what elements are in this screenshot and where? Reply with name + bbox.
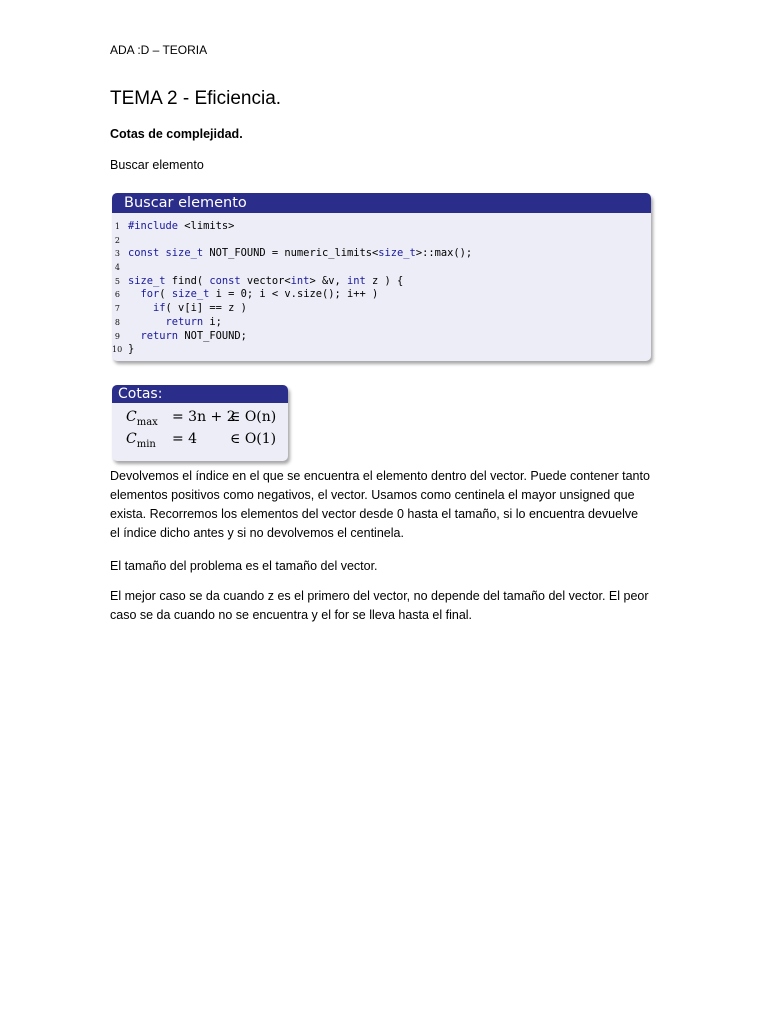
code-line (112, 316, 651, 330)
line-number: 4 (114, 263, 120, 273)
code-line (112, 220, 651, 234)
code-line (112, 234, 651, 248)
code-line (112, 247, 651, 261)
code-block-title: Buscar elemento (112, 193, 651, 213)
code-line (112, 343, 651, 357)
paragraph-description: Devolvemos el índice en el que se encuentra el elemento dentro del vector. Puede contener tanto elementos positivos como negativos, el vector. Usamos como centinela el mayor unsigned que exista. Recorremos los elementos del vector desde 0 hasta el tamaño, si lo encuentra devuelve el índice dicho antes y si no devolvemos el centinela. (110, 469, 650, 540)
code-listing (112, 213, 651, 357)
line-number: 3 (114, 249, 120, 259)
code-text: for( size_t i = 0; i < v.size(); i++ ) (140, 288, 379, 301)
code-line (112, 261, 651, 275)
line-number: 8 (114, 317, 120, 327)
cotas-formulas (112, 403, 288, 453)
code-text: const size_t NOT_FOUND = numeric_limits<size_t>::max(); (128, 247, 473, 260)
code-block (112, 193, 651, 361)
line-number: 10 (112, 345, 123, 355)
line-number: 5 (114, 276, 120, 286)
cota-bound: ∈ O(1) (230, 431, 277, 447)
cota-row (112, 431, 288, 453)
section-subtitle: Cotas de complejidad. (110, 127, 243, 141)
cota-expression: = 4 (172, 431, 198, 447)
code-text: return i; (165, 315, 222, 328)
cotas-block-title: Cotas: (112, 385, 288, 403)
line-number: 7 (114, 304, 120, 314)
code-line (112, 330, 651, 344)
line-number: 1 (114, 222, 120, 231)
code-text: if( v[i] == z ) (153, 302, 247, 315)
cota-symbol: $C_{min}$ (126, 431, 156, 450)
code-line (112, 288, 651, 302)
code-text: #include <limits> (128, 220, 235, 232)
cota-bound: ∈ O(n) (230, 409, 277, 425)
page-title: TEMA 2 - Eficiencia. (110, 88, 282, 109)
code-line (112, 302, 651, 316)
cotas-block (112, 385, 288, 461)
line-number: 2 (114, 235, 120, 245)
code-line (112, 275, 651, 289)
paragraph-best-worst-case: El mejor caso se da cuando z es el primero del vector, no depende del tamaño del vector. El peor caso se da cuando no se encuentra y el for se lleva hasta el final. (110, 589, 649, 622)
cota-expression: = 3n + 2 (172, 409, 236, 425)
paragraph-problem-size: El tamaño del problema es el tamaño del vector. (110, 559, 378, 573)
line-number: 9 (114, 331, 120, 341)
line-number: 6 (114, 290, 120, 300)
section-heading: Buscar elemento (110, 158, 204, 172)
code-text: return NOT_FOUND; (140, 329, 247, 342)
document-header: ADA :D – TEORIA (110, 43, 208, 57)
cota-symbol: $C_{max}$ (126, 409, 158, 428)
cota-row (112, 409, 288, 431)
code-text: size_t find( const vector<int> &v, int z ) { (128, 274, 404, 287)
code-text: } (128, 343, 135, 356)
